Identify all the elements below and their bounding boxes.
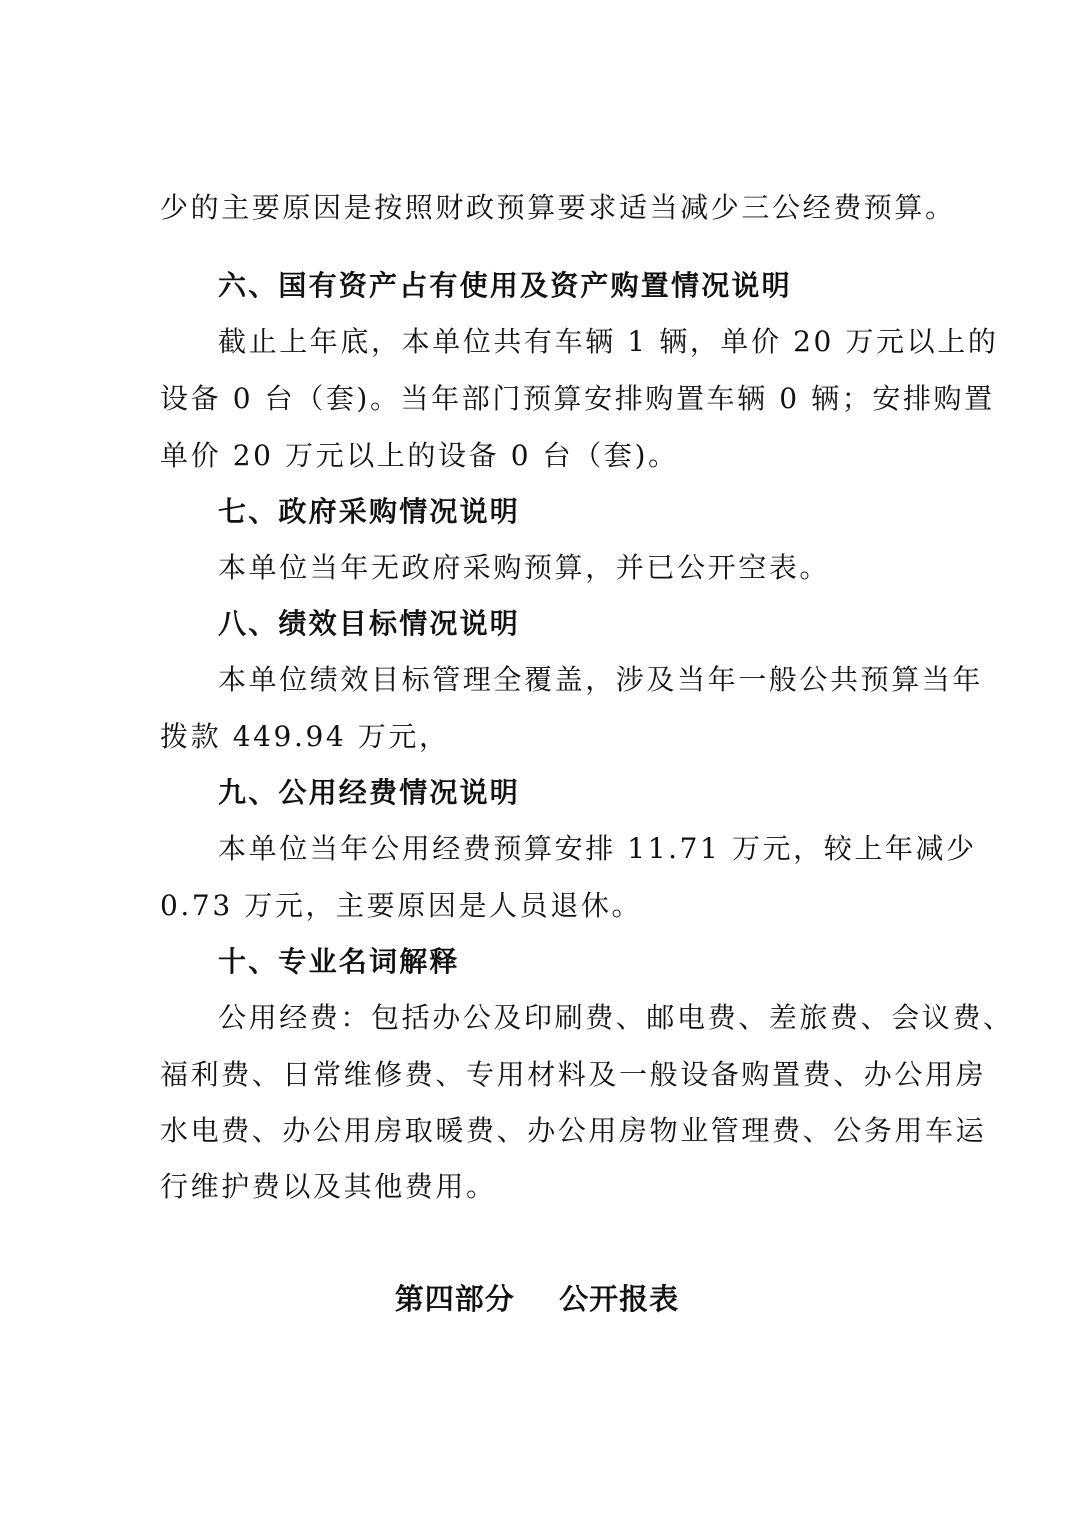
section-heading-8: 八、绩效目标情况说明 [218, 607, 521, 640]
paragraph-line: 单价 20 万元以上的设备 0 台（套)。 [160, 439, 679, 472]
paragraph-line: 少的主要原因是按照财政预算要求适当减少三公经费预算。 [160, 191, 956, 224]
paragraph-line: 拨款 449.94 万元， [160, 720, 450, 753]
section-heading-9: 九、公用经费情况说明 [218, 776, 521, 809]
section-heading-6: 六、国有资产占有使用及资产购置情况说明 [218, 269, 792, 302]
part-title: 第四部分 公开报表 [394, 1282, 680, 1316]
paragraph-line: 设备 0 台（套)。当年部门预算安排购置车辆 0 辆；安排购置 [160, 382, 995, 415]
section-heading-10: 十、专业名词解释 [218, 945, 460, 978]
paragraph-line: 公用经费：包括办公及印刷费、邮电费、差旅费、会议费、 [218, 1001, 1014, 1034]
paragraph-line: 本单位当年公用经费预算安排 11.71 万元，较上年减少 [218, 832, 977, 865]
paragraph-line: 福利费、日常维修费、专用材料及一般设备购置费、办公用房 [160, 1058, 987, 1091]
paragraph-line: 水电费、办公用房取暖费、办公用房物业管理费、公务用车运 [160, 1114, 987, 1147]
paragraph-line: 截止上年底，本单位共有车辆 1 辆，单价 20 万元以上的 [218, 325, 999, 358]
section-heading-7: 七、政府采购情况说明 [218, 495, 521, 528]
paragraph-line: 行维护费以及其他费用。 [160, 1170, 497, 1203]
paragraph-line: 本单位绩效目标管理全覆盖，涉及当年一般公共预算当年 [218, 663, 984, 696]
paragraph-line: 0.73 万元，主要原因是人员退休。 [160, 889, 643, 922]
paragraph-line: 本单位当年无政府采购预算，并已公开空表。 [218, 551, 831, 584]
